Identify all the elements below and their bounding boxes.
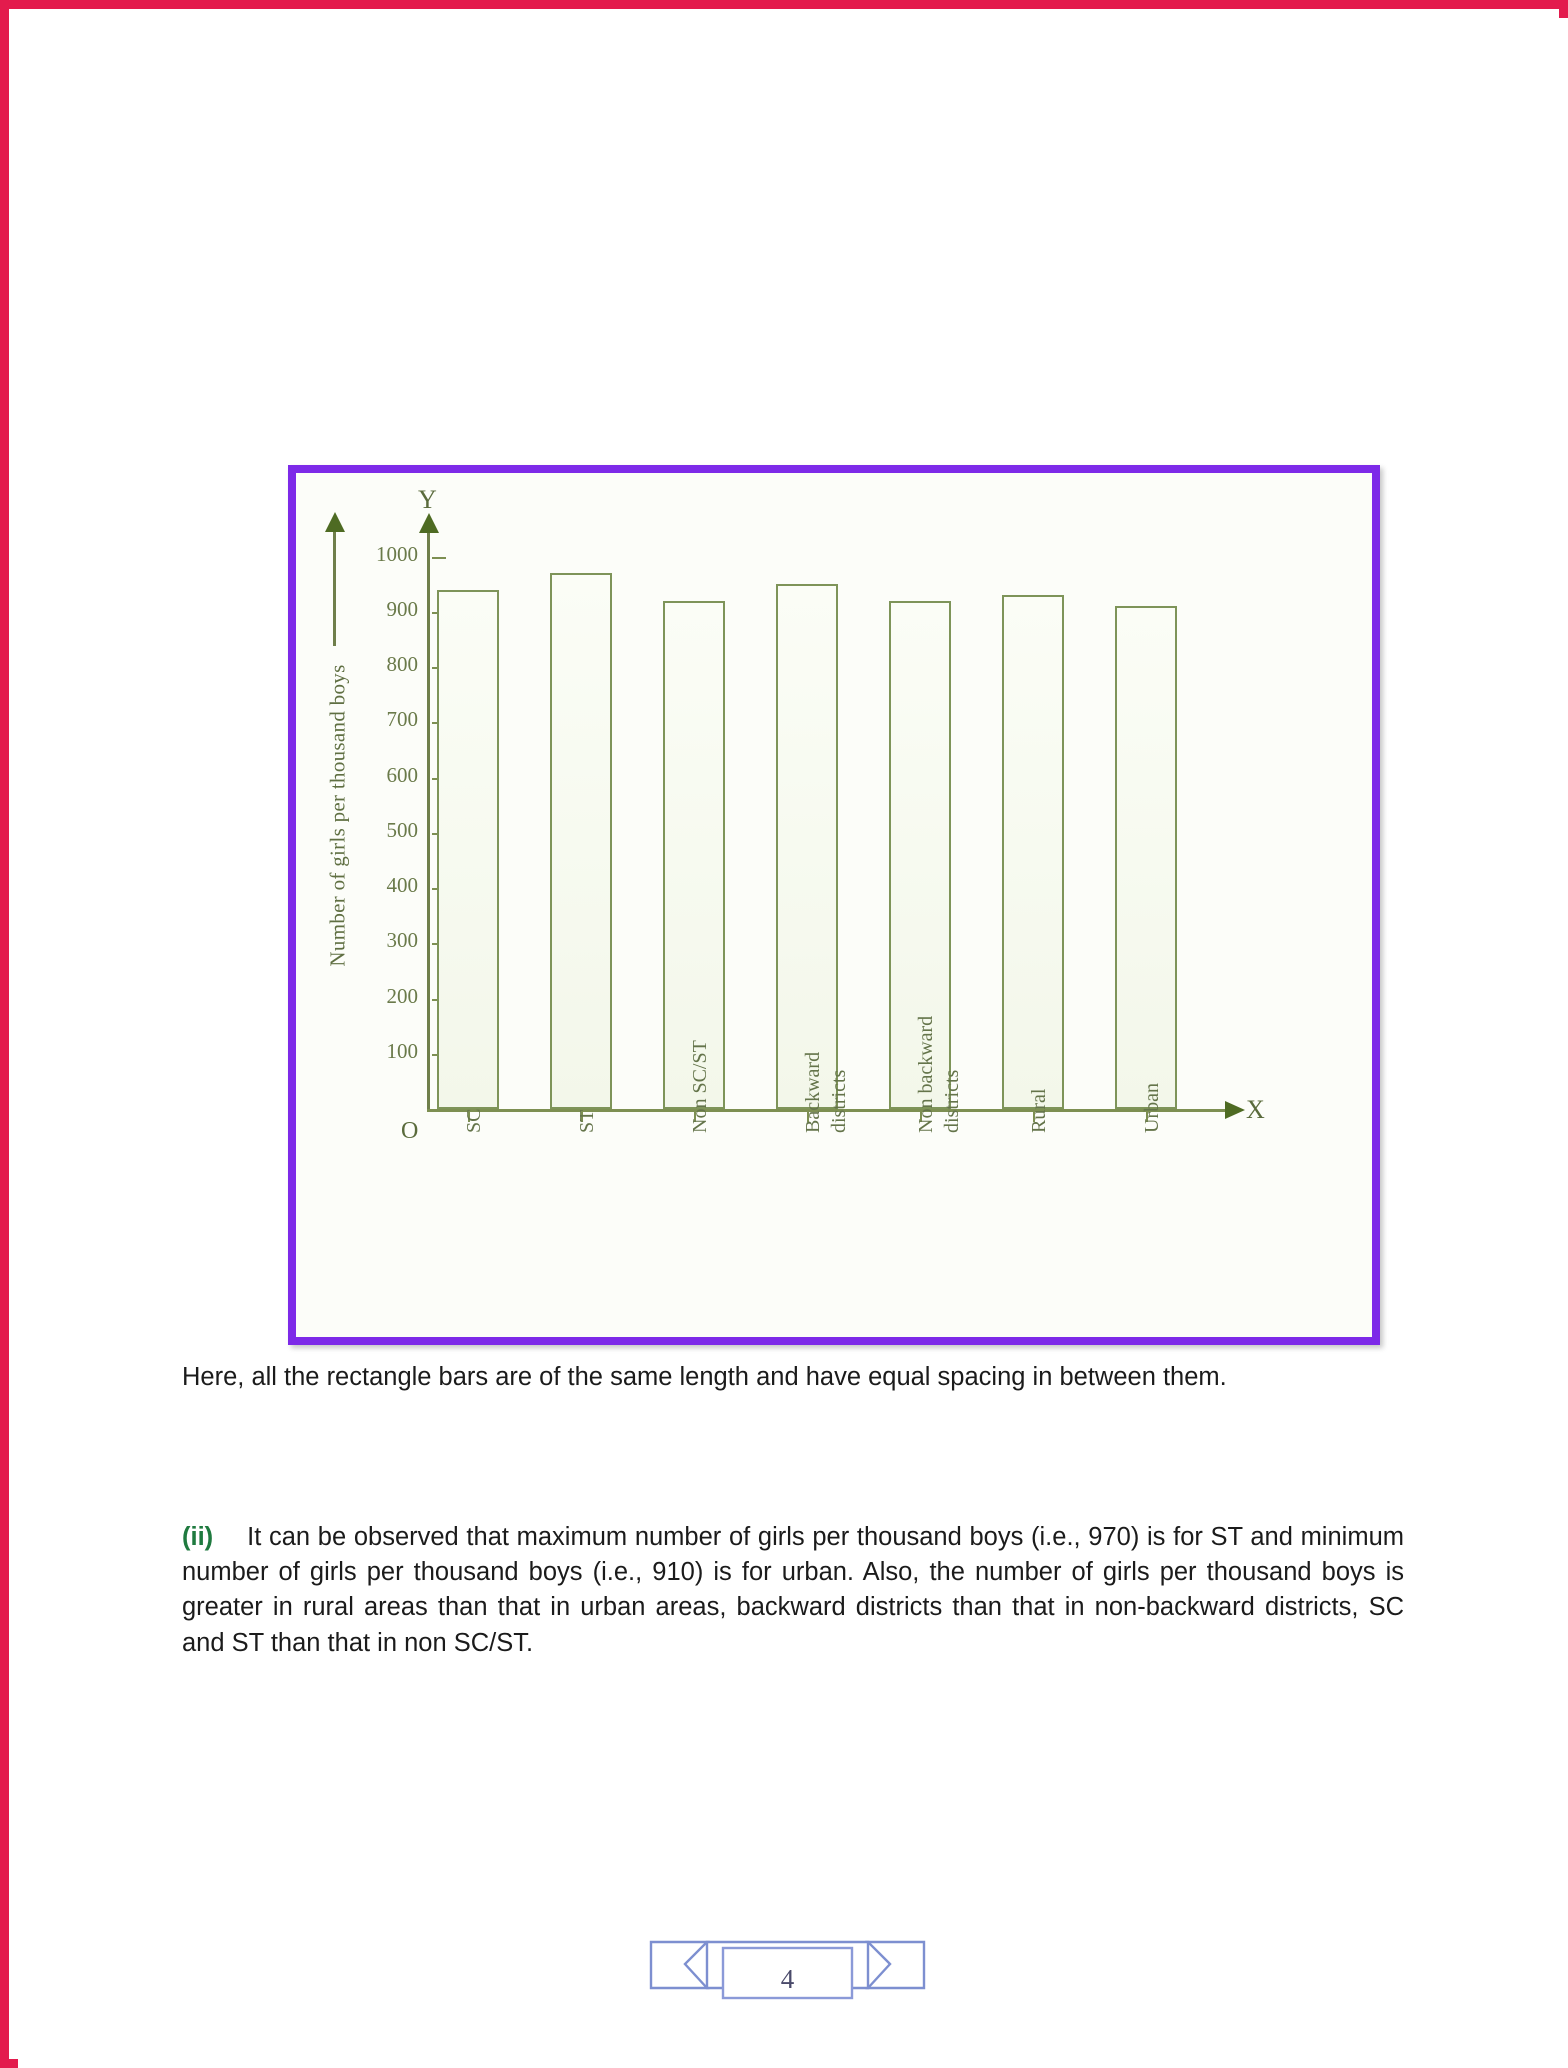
footer-ribbon [645, 1938, 930, 2024]
x-tick-label [1029, 903, 1049, 1133]
page-number: 4 [780, 1964, 795, 1994]
y-tick-label: 400 [386, 873, 418, 898]
y-tick-label: 1000 [376, 541, 418, 566]
y-tick-label: 600 [386, 762, 418, 787]
y-axis-line [427, 531, 430, 1111]
y-tick [356, 928, 444, 953]
bar-chart [296, 473, 1372, 1337]
x-tick-label-line: Backward [802, 1051, 824, 1133]
x-tick-label [577, 903, 597, 1133]
origin-label: O [401, 1118, 419, 1144]
answer-item-two-paragraph [182, 1520, 1404, 1661]
figure-canvas [296, 473, 1372, 1337]
x-axis-cap-label: X [1246, 1095, 1265, 1124]
x-tick-label-line: Non backward [914, 1015, 937, 1133]
y-tick-label: 500 [386, 817, 418, 842]
y-tick-mark [432, 557, 446, 559]
bar-chart-figure [288, 465, 1380, 1345]
figure-note-paragraph: Here, all the rectangle bars are of the same length and have equal spacing in between them. [182, 1363, 1227, 1391]
y-tick-label: 200 [386, 983, 418, 1008]
y-axis-title: Number of girls per thousand boys [325, 664, 350, 967]
x-tick-label-line: Urban [1140, 1083, 1163, 1133]
x-tick-label-line: ST [576, 1109, 599, 1133]
x-tick-label-line: districts [828, 1069, 850, 1133]
y-tick [356, 983, 444, 1008]
y-tick [356, 652, 444, 677]
y-tick-label: 900 [386, 596, 418, 621]
x-tick-label [802, 903, 850, 1133]
y-tick [356, 596, 444, 621]
x-tick-label [914, 903, 963, 1133]
y-tick [356, 817, 444, 842]
x-axis-line [427, 1109, 1227, 1112]
y-tick [356, 873, 444, 898]
x-tick-label-line: Non SC/ST [689, 1040, 712, 1133]
x-tick-label [690, 903, 710, 1133]
y-tick-label: 300 [386, 928, 418, 953]
y-tick [356, 541, 444, 566]
y-axis-cap-label: Y [418, 485, 437, 514]
x-tick-label-line: Rural [1027, 1088, 1050, 1133]
x-tick-label-line: SC [463, 1108, 486, 1133]
item-two-marker: (ii) [182, 1523, 214, 1551]
y-tick-label: 100 [386, 1038, 418, 1063]
y-tick [356, 1038, 444, 1063]
y-tick [356, 707, 444, 732]
y-tick-label: 800 [386, 652, 418, 677]
x-tick-label [1142, 903, 1162, 1133]
item-two-text: It can be observed that maximum number of girls per thousand boys (i.e., 970) is for ST and minimum number of girls per thousand boys (i.e., 910) is for urban. Also, the number of girls per thousand boys is greater in rural areas than that in urban areas, backward districts than that in non-backward districts, SC and ST than that in non SC/ST. [182, 1523, 1404, 1657]
y-tick [356, 762, 444, 787]
x-tick-label-line: districts [940, 1069, 963, 1133]
x-tick-label [464, 903, 484, 1133]
y-tick-label: 700 [386, 707, 418, 732]
